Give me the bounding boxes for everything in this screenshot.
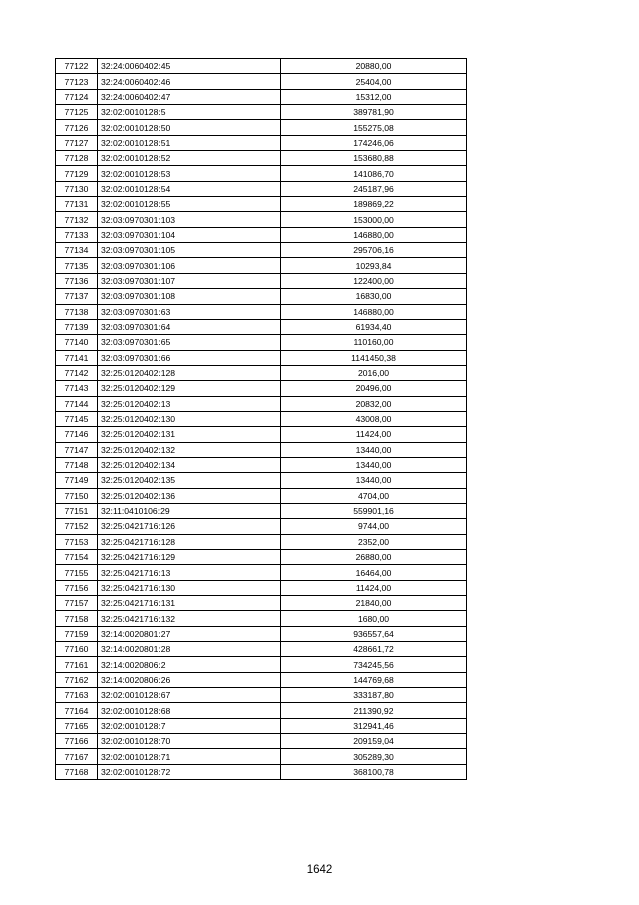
value-cell: 144769,68 — [281, 672, 467, 687]
value-cell: 141086,70 — [281, 166, 467, 181]
cadastral-number-cell: 32:02:0010128:52 — [98, 151, 281, 166]
row-number-cell: 77154 — [56, 550, 98, 565]
cadastral-number-cell: 32:25:0421716:126 — [98, 519, 281, 534]
table-row — [56, 243, 467, 258]
row-number-cell: 77124 — [56, 89, 98, 104]
row-number-cell: 77152 — [56, 519, 98, 534]
value-cell: 11424,00 — [281, 427, 467, 442]
cadastral-number-cell: 32:02:0010128:72 — [98, 764, 281, 779]
row-number-cell: 77141 — [56, 350, 98, 365]
row-number-cell: 77142 — [56, 365, 98, 380]
table-row — [56, 227, 467, 242]
table-row — [56, 289, 467, 304]
value-cell: 122400,00 — [281, 273, 467, 288]
table-row — [56, 565, 467, 580]
cadastral-number-cell: 32:14:0020806:2 — [98, 657, 281, 672]
cadastral-number-cell: 32:11:0410106:29 — [98, 503, 281, 518]
value-cell: 61934,40 — [281, 319, 467, 334]
value-cell: 4704,00 — [281, 488, 467, 503]
table-row — [56, 381, 467, 396]
table-row — [56, 396, 467, 411]
table-row — [56, 304, 467, 319]
cadastral-number-cell: 32:25:0120402:134 — [98, 457, 281, 472]
row-number-cell: 77144 — [56, 396, 98, 411]
cadastral-number-cell: 32:24:0060402:45 — [98, 59, 281, 74]
value-cell: 305289,30 — [281, 749, 467, 764]
row-number-cell: 77161 — [56, 657, 98, 672]
cadastral-number-cell: 32:03:0970301:108 — [98, 289, 281, 304]
cadastral-number-cell: 32:03:0970301:104 — [98, 227, 281, 242]
value-cell: 153000,00 — [281, 212, 467, 227]
value-cell: 245187,96 — [281, 181, 467, 196]
table-row — [56, 181, 467, 196]
cadastral-number-cell: 32:25:0421716:132 — [98, 611, 281, 626]
row-number-cell: 77147 — [56, 442, 98, 457]
cadastral-number-cell: 32:25:0421716:128 — [98, 534, 281, 549]
table-row — [56, 626, 467, 641]
row-number-cell: 77125 — [56, 105, 98, 120]
value-cell: 25404,00 — [281, 74, 467, 89]
cadastral-number-cell: 32:24:0060402:46 — [98, 74, 281, 89]
value-cell: 559901,16 — [281, 503, 467, 518]
cadastral-number-cell: 32:25:0120402:130 — [98, 411, 281, 426]
table-row — [56, 89, 467, 104]
table-row — [56, 734, 467, 749]
table-row — [56, 135, 467, 150]
row-number-cell: 77127 — [56, 135, 98, 150]
cadastral-number-cell: 32:02:0010128:51 — [98, 135, 281, 150]
value-cell: 209159,04 — [281, 734, 467, 749]
cadastral-number-cell: 32:03:0970301:106 — [98, 258, 281, 273]
table-row — [56, 688, 467, 703]
value-cell: 2352,00 — [281, 534, 467, 549]
table-row — [56, 672, 467, 687]
value-cell: 21840,00 — [281, 596, 467, 611]
value-cell: 2016,00 — [281, 365, 467, 380]
table-row — [56, 197, 467, 212]
cadastral-number-cell: 32:03:0970301:107 — [98, 273, 281, 288]
cadastral-number-cell: 32:25:0421716:13 — [98, 565, 281, 580]
table-row — [56, 411, 467, 426]
value-cell: 146880,00 — [281, 227, 467, 242]
table-body — [56, 59, 467, 780]
row-number-cell: 77153 — [56, 534, 98, 549]
cadastral-number-cell: 32:25:0120402:129 — [98, 381, 281, 396]
value-cell: 174246,06 — [281, 135, 467, 150]
table-row — [56, 764, 467, 779]
value-cell: 20496,00 — [281, 381, 467, 396]
table-row — [56, 273, 467, 288]
table-row — [56, 120, 467, 135]
table-row — [56, 457, 467, 472]
cadastral-number-cell: 32:02:0010128:71 — [98, 749, 281, 764]
value-cell: 16464,00 — [281, 565, 467, 580]
row-number-cell: 77166 — [56, 734, 98, 749]
table-row — [56, 258, 467, 273]
value-cell: 155275,08 — [281, 120, 467, 135]
cadastral-number-cell: 32:25:0421716:129 — [98, 550, 281, 565]
value-cell: 9744,00 — [281, 519, 467, 534]
value-cell: 20880,00 — [281, 59, 467, 74]
value-cell: 11424,00 — [281, 580, 467, 595]
table-row — [56, 151, 467, 166]
row-number-cell: 77164 — [56, 703, 98, 718]
row-number-cell: 77151 — [56, 503, 98, 518]
row-number-cell: 77156 — [56, 580, 98, 595]
cadastral-number-cell: 32:14:0020801:28 — [98, 642, 281, 657]
table-row — [56, 59, 467, 74]
cadastral-number-cell: 32:25:0120402:136 — [98, 488, 281, 503]
value-cell: 1680,00 — [281, 611, 467, 626]
row-number-cell: 77168 — [56, 764, 98, 779]
row-number-cell: 77165 — [56, 718, 98, 733]
cadastral-number-cell: 32:03:0970301:64 — [98, 319, 281, 334]
cadastral-number-cell: 32:25:0120402:132 — [98, 442, 281, 457]
row-number-cell: 77146 — [56, 427, 98, 442]
row-number-cell: 77131 — [56, 197, 98, 212]
row-number-cell: 77137 — [56, 289, 98, 304]
table-row — [56, 105, 467, 120]
table-row — [56, 212, 467, 227]
value-cell: 110160,00 — [281, 335, 467, 350]
row-number-cell: 77122 — [56, 59, 98, 74]
table-row — [56, 350, 467, 365]
page-number: 1642 — [306, 864, 333, 876]
value-cell: 295706,16 — [281, 243, 467, 258]
row-number-cell: 77148 — [56, 457, 98, 472]
table-row — [56, 550, 467, 565]
cadastral-number-cell: 32:24:0060402:47 — [98, 89, 281, 104]
value-cell: 15312,00 — [281, 89, 467, 104]
value-cell: 16830,00 — [281, 289, 467, 304]
row-number-cell: 77149 — [56, 473, 98, 488]
value-cell: 26880,00 — [281, 550, 467, 565]
table-row — [56, 166, 467, 181]
row-number-cell: 77123 — [56, 74, 98, 89]
table-row — [56, 503, 467, 518]
table-row — [56, 749, 467, 764]
table-row — [56, 703, 467, 718]
cadastral-number-cell: 32:02:0010128:5 — [98, 105, 281, 120]
cadastral-number-cell: 32:25:0120402:13 — [98, 396, 281, 411]
row-number-cell: 77143 — [56, 381, 98, 396]
value-cell: 20832,00 — [281, 396, 467, 411]
row-number-cell: 77126 — [56, 120, 98, 135]
row-number-cell: 77145 — [56, 411, 98, 426]
value-cell: 211390,92 — [281, 703, 467, 718]
value-cell: 189869,22 — [281, 197, 467, 212]
cadastral-number-cell: 32:02:0010128:7 — [98, 718, 281, 733]
value-cell: 146880,00 — [281, 304, 467, 319]
table-row — [56, 488, 467, 503]
row-number-cell: 77133 — [56, 227, 98, 242]
cadastral-number-cell: 32:25:0120402:128 — [98, 365, 281, 380]
cadastral-number-cell: 32:25:0120402:131 — [98, 427, 281, 442]
value-cell: 312941,46 — [281, 718, 467, 733]
value-cell: 10293,84 — [281, 258, 467, 273]
row-number-cell: 77140 — [56, 335, 98, 350]
row-number-cell: 77162 — [56, 672, 98, 687]
row-number-cell: 77163 — [56, 688, 98, 703]
row-number-cell: 77157 — [56, 596, 98, 611]
cadastral-number-cell: 32:25:0120402:135 — [98, 473, 281, 488]
row-number-cell: 77128 — [56, 151, 98, 166]
table-row — [56, 427, 467, 442]
cadastral-number-cell: 32:02:0010128:70 — [98, 734, 281, 749]
value-cell: 153680,88 — [281, 151, 467, 166]
row-number-cell: 77138 — [56, 304, 98, 319]
row-number-cell: 77160 — [56, 642, 98, 657]
table-row — [56, 442, 467, 457]
value-cell: 43008,00 — [281, 411, 467, 426]
cadastral-number-cell: 32:02:0010128:54 — [98, 181, 281, 196]
value-cell: 13440,00 — [281, 442, 467, 457]
value-cell: 936557,64 — [281, 626, 467, 641]
value-cell: 389781,90 — [281, 105, 467, 120]
cadastral-number-cell: 32:02:0010128:68 — [98, 703, 281, 718]
row-number-cell: 77132 — [56, 212, 98, 227]
cadastral-number-cell: 32:02:0010128:50 — [98, 120, 281, 135]
row-number-cell: 77150 — [56, 488, 98, 503]
cadastral-number-cell: 32:02:0010128:55 — [98, 197, 281, 212]
row-number-cell: 77159 — [56, 626, 98, 641]
cadastral-number-cell: 32:14:0020801:27 — [98, 626, 281, 641]
table-row — [56, 319, 467, 334]
cadastral-number-cell: 32:03:0970301:103 — [98, 212, 281, 227]
table-row — [56, 365, 467, 380]
cadastral-number-cell: 32:02:0010128:53 — [98, 166, 281, 181]
row-number-cell: 77167 — [56, 749, 98, 764]
value-cell: 13440,00 — [281, 457, 467, 472]
row-number-cell: 77130 — [56, 181, 98, 196]
row-number-cell: 77139 — [56, 319, 98, 334]
row-number-cell: 77158 — [56, 611, 98, 626]
table-row — [56, 519, 467, 534]
table-row — [56, 611, 467, 626]
table-row — [56, 473, 467, 488]
row-number-cell: 77129 — [56, 166, 98, 181]
table-row — [56, 335, 467, 350]
cadastral-number-cell: 32:25:0421716:130 — [98, 580, 281, 595]
value-cell: 1141450,38 — [281, 350, 467, 365]
cadastral-number-cell: 32:03:0970301:66 — [98, 350, 281, 365]
row-number-cell: 77134 — [56, 243, 98, 258]
value-cell: 428661,72 — [281, 642, 467, 657]
value-cell: 13440,00 — [281, 473, 467, 488]
value-cell: 333187,80 — [281, 688, 467, 703]
value-cell: 368100,78 — [281, 764, 467, 779]
cadastral-number-cell: 32:14:0020806:26 — [98, 672, 281, 687]
table-row — [56, 74, 467, 89]
table-row — [56, 534, 467, 549]
table-row — [56, 657, 467, 672]
table-row — [56, 580, 467, 595]
cadastral-number-cell: 32:03:0970301:63 — [98, 304, 281, 319]
table-row — [56, 718, 467, 733]
data-table — [55, 58, 467, 780]
cadastral-number-cell: 32:02:0010128:67 — [98, 688, 281, 703]
row-number-cell: 77136 — [56, 273, 98, 288]
cadastral-number-cell: 32:03:0970301:105 — [98, 243, 281, 258]
value-cell: 734245,56 — [281, 657, 467, 672]
cadastral-number-cell: 32:03:0970301:65 — [98, 335, 281, 350]
row-number-cell: 77155 — [56, 565, 98, 580]
cadastral-number-cell: 32:25:0421716:131 — [98, 596, 281, 611]
table-row — [56, 642, 467, 657]
row-number-cell: 77135 — [56, 258, 98, 273]
table-row — [56, 596, 467, 611]
